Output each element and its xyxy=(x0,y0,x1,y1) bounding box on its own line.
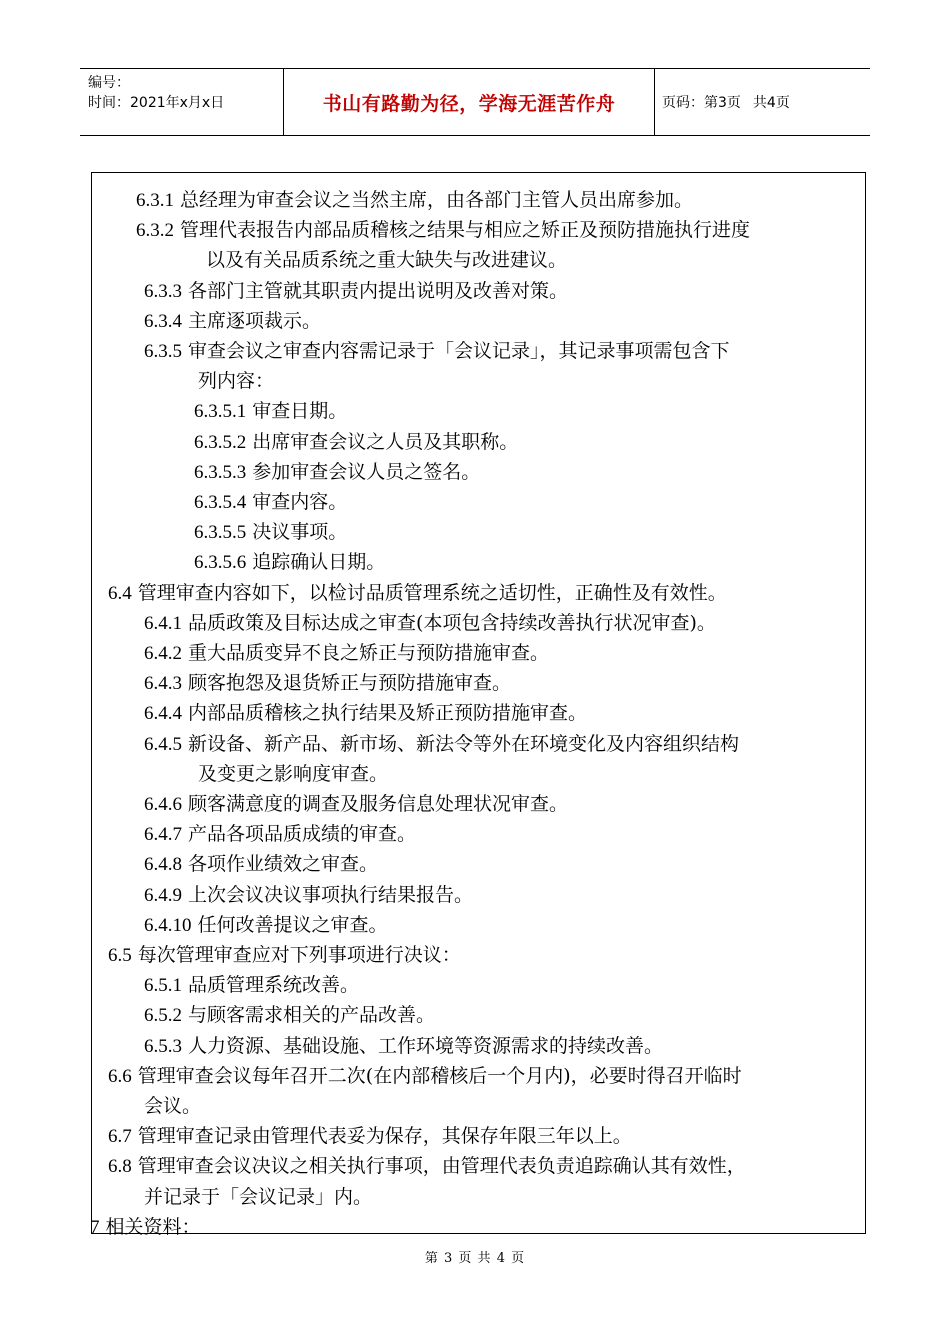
clause-number: 6.4.5 xyxy=(144,733,182,755)
clause-line xyxy=(144,698,587,728)
clause-number: 6.4.7 xyxy=(144,824,182,846)
header-divider-left xyxy=(283,69,284,135)
clause-line xyxy=(194,547,385,577)
clause-line xyxy=(144,306,321,336)
clause-line xyxy=(194,457,480,487)
clause-line xyxy=(144,970,359,1000)
clause-number: 6.4.2 xyxy=(144,643,182,664)
clause-line xyxy=(144,668,511,698)
clause-line xyxy=(194,517,347,547)
page-footer: 第 3 页 共 4 页 xyxy=(424,1251,526,1266)
clause-line xyxy=(194,487,347,517)
clause-text: 相关资料： xyxy=(105,1215,201,1238)
header-page-info xyxy=(662,69,790,135)
clause-number: 6.4.6 xyxy=(144,794,182,815)
clause-text: 上次会议决议事项执行结果报告。 xyxy=(188,883,474,906)
clause-line xyxy=(108,1121,632,1151)
clause-text: 审查内容。 xyxy=(252,491,348,513)
clause-number: 6.3.3 xyxy=(144,280,182,302)
clause-number: 6.3.2 xyxy=(136,220,174,242)
clause-number: 6.3.1 xyxy=(136,190,174,211)
clause-line xyxy=(144,336,730,366)
clause-text: 管理代表报告内部品质稽核之结果与相应之矫正及预防措施执行进度 xyxy=(180,219,751,242)
clause-number: 6.4.4 xyxy=(144,703,182,725)
document-time-label: 时间：2021年x月x日 xyxy=(88,95,225,111)
clause-line xyxy=(206,245,567,275)
clause-text: 总经理为审查会议之当然主席，由各部门主管人员出席参加。 xyxy=(180,189,694,211)
clause-line xyxy=(144,880,473,910)
clause-number: 6.5.1 xyxy=(144,975,182,997)
document-body xyxy=(90,172,866,1238)
clause-number: 6.4.10 xyxy=(144,914,192,936)
clause-line xyxy=(108,940,461,970)
header-divider-right xyxy=(654,69,655,135)
clause-number: 6.3.5.5 xyxy=(194,522,247,544)
clause-text: 管理审查会议决议之相关执行事项，由管理代表负责追踪确认其有效性， xyxy=(137,1155,746,1178)
clause-text: 出席审查会议之人员及其职称。 xyxy=(252,430,519,453)
clause-text: 并记录于「会议记录」内。 xyxy=(144,1185,373,1208)
header-motto: 书山有路勤为径，学海无涯苦作舟 xyxy=(322,92,616,115)
clause-line xyxy=(144,910,388,940)
clause-number: 7 xyxy=(90,1216,100,1238)
clause-text: 各部门主管就其职责内提出说明及改善对策。 xyxy=(188,279,569,302)
document-number-label: 编号： xyxy=(88,75,130,91)
clause-number: 6.3.5.3 xyxy=(194,461,247,483)
clause-number: 6.3.5.6 xyxy=(194,552,247,574)
clause-line xyxy=(198,759,388,789)
clause-text: 人力资源、基础设施、工作环境等资源需求的持续改善。 xyxy=(188,1034,664,1057)
clause-text: 参加审查会议人员之签名。 xyxy=(252,460,481,483)
clause-text: 每次管理审查应对下列事项进行决议： xyxy=(137,944,461,966)
clause-text: 产品各项品质成绩的审查。 xyxy=(188,823,417,846)
clause-number: 6.3.5 xyxy=(144,341,182,362)
clause-text: 决议事项。 xyxy=(252,521,348,544)
clause-text: 新设备、新产品、新市场、新法令等外在环境变化及内容组织结构 xyxy=(188,732,740,755)
clause-number: 6.4.9 xyxy=(144,884,182,906)
clause-text: 以及有关品质系统之重大缺失与改进建议。 xyxy=(206,249,568,272)
clause-number: 6.3.5.4 xyxy=(194,492,247,513)
clause-number: 6.6 xyxy=(108,1065,132,1087)
clause-line xyxy=(144,1091,201,1121)
clause-line xyxy=(144,608,716,638)
clause-text: 主席逐项裁示。 xyxy=(188,309,322,332)
clause-text: 会议。 xyxy=(144,1095,202,1117)
clause-line xyxy=(90,1212,201,1242)
clause-text: 与顾客需求相关的产品改善。 xyxy=(188,1004,436,1027)
clause-number: 6.5.2 xyxy=(144,1005,182,1027)
clause-text: 管理审查内容如下，以检讨品质管理系统之适切性，正确性及有效性。 xyxy=(137,581,727,604)
clause-text: 审查会议之审查内容需记录于「会议记录」，其记录事项需包含下 xyxy=(188,340,730,362)
clause-line xyxy=(144,1182,372,1212)
clause-text: 列内容： xyxy=(198,370,275,393)
clause-line xyxy=(144,276,568,306)
header-meta xyxy=(88,73,224,113)
clause-line xyxy=(108,1061,742,1091)
clause-line xyxy=(144,638,549,668)
clause-number: 6.3.4 xyxy=(144,310,182,332)
clause-line xyxy=(144,1031,663,1061)
clause-text: 重大品质变异不良之矫正与预防措施审查。 xyxy=(188,642,550,664)
clause-number: 6.8 xyxy=(108,1156,132,1178)
clause-number: 6.7 xyxy=(108,1126,132,1148)
clause-line xyxy=(136,185,693,215)
clause-line xyxy=(194,427,518,457)
clause-line xyxy=(144,729,739,759)
clause-line xyxy=(194,396,347,426)
clause-number: 6.4.3 xyxy=(144,673,182,695)
clause-text: 内部品质稽核之执行结果及矫正预防措施审查。 xyxy=(188,702,588,725)
clause-text: 及变更之影响度审查。 xyxy=(198,762,389,785)
clause-text: 审查日期。 xyxy=(252,400,348,423)
clause-number: 6.5 xyxy=(108,945,132,966)
clause-line xyxy=(136,215,750,245)
clause-line xyxy=(144,849,378,879)
clause-line xyxy=(108,1151,746,1181)
clause-text: 顾客满意度的调查及服务信息处理状况审查。 xyxy=(188,793,569,815)
clause-line xyxy=(144,1000,435,1030)
clause-line xyxy=(108,578,727,608)
clause-number: 6.4 xyxy=(108,582,132,604)
clause-number: 6.4.8 xyxy=(144,854,182,876)
clause-text: 管理审查会议每年召开二次(在内部稽核后一个月内)，必要时得召开临时 xyxy=(137,1064,742,1087)
clause-number: 6.3.5.2 xyxy=(194,431,247,453)
clause-number: 6.5.3 xyxy=(144,1035,182,1057)
header-page-label: 页码：第3页 xyxy=(662,95,741,111)
clause-line xyxy=(144,819,416,849)
clause-number: 6.4.1 xyxy=(144,612,182,634)
clause-line xyxy=(144,789,568,819)
clause-text: 管理审查记录由管理代表妥为保存，其保存年限三年以上。 xyxy=(137,1125,632,1148)
clause-text: 追踪确认日期。 xyxy=(252,551,386,574)
page-header xyxy=(80,68,870,136)
clause-text: 各项作业绩效之审查。 xyxy=(188,853,379,876)
clause-text: 品质管理系统改善。 xyxy=(188,974,360,997)
header-total-label: 共4页 xyxy=(752,95,790,111)
clause-line xyxy=(198,366,274,396)
clause-text: 品质政策及目标达成之审查(本项包含持续改善执行状况审查)。 xyxy=(188,611,716,634)
clause-text: 任何改善提议之审查。 xyxy=(197,913,388,936)
clause-number: 6.3.5.1 xyxy=(194,401,247,423)
clause-text: 顾客抱怨及退货矫正与预防措施审查。 xyxy=(188,672,512,695)
